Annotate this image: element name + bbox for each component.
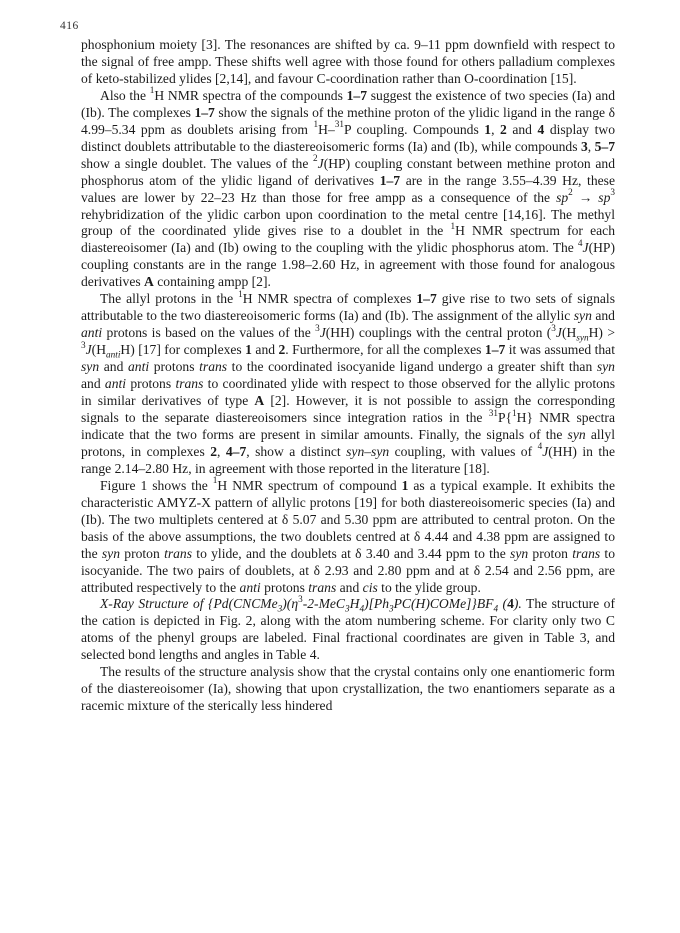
text-run: 3 [277,604,283,615]
text-run: 3 [345,604,350,615]
text-run: syn [596,359,615,375]
text-run: 2 [568,187,573,198]
text-run: H) > [588,325,615,341]
text-run: H NMR spectra of complexes [242,291,417,307]
text-run: syn [101,545,121,561]
text-run: to ylide, and the doublets at δ 3.40 and 3.44 ppm to the [192,545,511,561]
text-run: syn [510,545,529,561]
paragraph [81,37,615,88]
text-run: 3 [315,322,320,333]
text-run: 1 [512,407,517,418]
text-run: H NMR spectrum for each diastereoisomer (Ia) and (Ib) owing to the coupling with the ylidic phosphorus atom. The [81,223,615,256]
text-run: and [591,308,615,324]
text-run: 4 [507,596,514,612]
text-run: (H [561,325,577,341]
text-run: A [254,393,265,409]
text-run: it was assumed that [505,342,615,358]
text-run: 1 [484,121,492,137]
text-run: PC(H)COMe]}BF [393,596,494,612]
page-number: 416 [60,20,79,32]
text-run: ( [498,596,508,612]
text-run: 4 [359,604,365,615]
text-run: protons [260,579,309,595]
text-run: (HP) coupling constant between methine proton and phosphorus atom of the ylidic ligand of derivatives [81,155,615,188]
text-run: anti [127,359,150,375]
text-run: 1 [212,475,218,486]
text-run: J [319,325,326,341]
text-run: (HH) in the range 2.14–2.80 Hz, in agreement with those reported in the literature [18]. [81,443,615,476]
text-run: 3 [610,187,616,198]
text-run: syn–syn [346,443,390,459]
text-run: , [217,443,226,459]
text-run: 1–7 [416,291,437,307]
body-text [81,37,615,715]
text-run: 4 [537,121,545,137]
text-run: A [144,274,154,290]
text-run: protons is based on the values of the [102,325,316,341]
text-run: 3 [580,138,588,154]
text-run: ). [513,596,522,612]
text-run: coupling, with values of [389,443,538,459]
text-run: protons [126,376,176,392]
text-run: allyl protons, in complexes [81,426,615,459]
text-run: 3 [551,322,556,333]
text-run: syn [576,332,589,343]
text-run: H [349,596,360,612]
text-run: [2]. However, it is not possible to assign the corresponding signals to the separate diastereoisomers since integration ratios in the [81,393,616,425]
text-run: 31 [488,407,498,418]
text-run: trans [199,359,228,375]
text-run: 2 [278,342,286,358]
paragraph [81,664,615,715]
paragraph [81,288,616,477]
text-run: J [555,325,562,341]
text-run: show the signals of the methine proton of the ylidic ligand in the range δ 4.99–5.34 ppm as doublets arising from [81,104,615,137]
text-run: 1–7 [379,172,401,188]
text-run: rehybridization of the ylidic carbon upon coordination to the metal centre [14,16]. The methyl group of the coordinated ylide gives rise to a doublet in the [81,206,615,239]
text-run: 1 [245,342,252,358]
text-run: phosphonium moiety [3]. The resonances are shifted by ca. 9–11 ppm downfield with respect to the signal of free ampp. These shifts well agree with those found for others palladium complexes of keto-stabilized ylides [2,14], and favour C-coordination rather than O-coordination [15]. [81,37,615,86]
text-run: sp [598,189,611,205]
text-run: trans [308,579,337,595]
text-run: 2 [313,153,318,164]
text-run: The allyl protons in the [100,291,239,307]
text-run: P coupling. Compounds [343,121,485,137]
text-run: show a single doublet. The values of the [81,155,314,171]
text-run: 5–7 [594,138,615,154]
text-run: proton [528,545,573,561]
text-run: 1 [149,85,155,96]
text-run: and [251,342,279,358]
text-run: H NMR spectrum of compound [217,477,402,493]
text-run: , show a distinct [246,443,347,459]
text-run: to the ylide group. [377,579,481,595]
text-run: to isocyanide. The two pairs of doublets, at δ 2.93 and 2.80 ppm and at δ 2.54 and 2.56 ppm, are attributed respectively to the [81,545,616,595]
text-run: 2 [500,121,507,137]
text-run: trans [175,376,204,392]
text-run: H} NMR spectra indicate that the two forms are present in similar amounts. Finally, the signals of the [81,409,615,442]
text-run: J [542,443,549,459]
text-run: → [572,189,599,205]
text-run: , [491,121,501,137]
text-run: The results of the structure analysis show that the crystal contains only one enantiomeric form of the diastereoisomer (Ia), showing that upon crystallization, the two enantiomers separate as a racemic mixture of the sterically less hindered [81,664,615,714]
text-run: anti [106,349,121,360]
text-run: 4 [493,604,499,615]
text-run: H) [17] for complexes [120,342,246,358]
text-run: . Furthermore, for all the complexes [285,342,485,358]
text-run: (HP) coupling constants are in the range 1.98–2.60 Hz, in agreement with those found for analogous derivatives [81,240,615,290]
text-run: 4 [537,441,543,452]
text-run: X-Ray Structure of {Pd(CNCMe [100,596,278,612]
paragraph [81,596,615,664]
text-run: J [582,240,589,256]
text-run: suggest the existence of two species (Ia) and (Ib). The complexes [81,87,615,120]
text-run: -2-MeC [302,596,345,612]
text-run: )[Ph [364,596,389,612]
text-run: anti [104,376,127,392]
text-run: 1–7 [484,342,506,358]
text-run: as a typical example. It exhibits the characteristic AMYZ-X pattern of allylic protons [19] for both diastereoisomeric species (Ia) and (Ib). The two multiplets centered at δ 5.07 and 5.30 ppm are attributed to central proton. On the basis of the above assumptions, the two doublets centred at δ 4.44 and 4.38 ppm are assigned to the [81,477,615,561]
paragraph [81,85,616,291]
text-run: to coordinated ylide with respect to those observed for the allylic protons in similar derivatives of type [81,376,615,409]
text-run: , [587,138,595,154]
text-run: syn [81,359,100,375]
text-run: 3 [389,604,394,615]
text-run: give rise to two sets of signals attributable to the two diastereoisomeric forms (Ia) and (Ib). The assignment of the allylic [81,291,616,324]
text-run: syn [573,308,592,324]
text-run: and [336,579,363,595]
text-run: (H [91,342,107,358]
text-run: anti [81,325,103,341]
text-run: 4–7 [225,443,247,459]
text-run: )(η [282,596,299,612]
text-run: Also the [100,87,150,103]
text-run: 1 [238,288,243,299]
text-run: anti [239,579,261,595]
text-run: to the coordinated isocyanide ligand undergo a greater shift than [227,359,597,375]
text-run: H NMR spectra of the compounds [154,87,347,103]
text-run: display two distinct doublets attributable to the diastereoisomeric forms (Ia) and (Ib), while compounds [81,121,616,154]
text-run: P{ [497,409,513,425]
text-run: H– [318,121,335,137]
text-run: 1 [450,221,456,232]
text-run: and [506,121,538,137]
text-run: (HH) couplings with the central proton ( [325,325,552,341]
text-run: 2 [210,443,217,459]
text-run: J [317,155,324,171]
text-run: proton [120,545,165,561]
text-run: sp [556,189,569,205]
paragraph [81,475,616,597]
text-run: are in the range 3.55–4.39 Hz, these values are lower by 22–23 Hz than those for free ampp as a consequence of the [81,172,615,205]
text-run: 1 [313,119,319,130]
text-run: syn [567,426,586,442]
text-run: The structure of the cation is depicted in Fig. 2, along with the atom numbering scheme. For clarity only two C atoms of the phenyl groups are labeled. Final fractional coordinates are given in Table 3, and selected bond lengths and angles in Table 4. [81,596,615,663]
text-run: 3 [81,339,86,350]
text-run: trans [572,545,601,561]
text-run: cis [362,579,378,595]
text-run: trans [164,545,193,561]
text-run: 1–7 [194,104,215,120]
text-run: and [99,359,128,375]
text-run: 1 [401,477,409,493]
text-run: 1–7 [346,87,368,103]
text-run: 4 [577,237,583,248]
text-run: Figure 1 shows the [100,477,213,493]
text-run: J [85,342,92,358]
text-run: protons [149,359,200,375]
text-run: containing ampp [2]. [153,274,271,290]
text-run: 31 [334,119,344,130]
text-run: and [81,376,105,392]
text-run: 3 [298,594,303,604]
